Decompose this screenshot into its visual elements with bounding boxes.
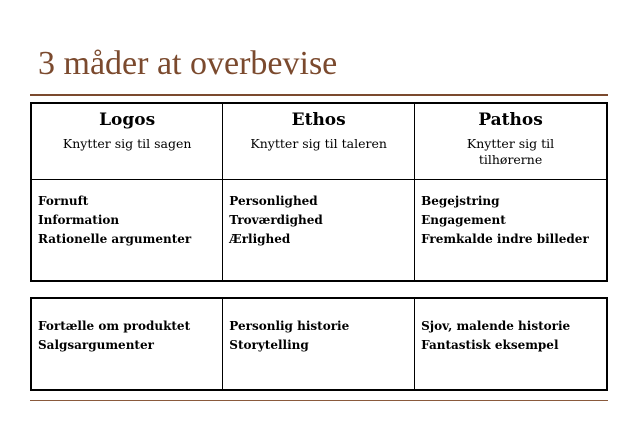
column-subtitle: Knytter sig til taleren [250, 136, 387, 151]
list-item: Engagement [421, 212, 506, 227]
examples-cell-logos [31, 298, 223, 390]
list-item: Fortælle om produktet [38, 319, 191, 333]
list-item: Sjov, malende historie [421, 319, 571, 333]
title-divider [30, 94, 608, 96]
list-item: Personlighed [229, 193, 318, 208]
list-item: Troværdighed [229, 212, 323, 227]
column-name: Logos [99, 110, 156, 130]
list-item: Begejstring [421, 193, 500, 208]
list-item: Information [38, 212, 120, 227]
examples-cell-pathos [415, 298, 607, 390]
list-item: Salgsargumenter [38, 338, 154, 352]
page-title: 3 måder at overbevise [38, 45, 338, 82]
comparison-table [30, 102, 608, 282]
footer-divider [30, 400, 608, 401]
traits-row [31, 179, 607, 281]
column-name: Ethos [291, 110, 346, 130]
list-item: Personlig historie [229, 319, 350, 333]
examples-cell-ethos [223, 298, 415, 390]
column-subtitle: Knytter sig til sagen [62, 136, 192, 151]
list-item: Fremkalde indre billeder [421, 231, 589, 246]
header-cell-pathos [415, 103, 607, 179]
examples-row [31, 298, 607, 390]
list-item: Ærlighed [229, 231, 291, 246]
header-cell-logos [31, 103, 223, 179]
column-name: Pathos [478, 110, 543, 130]
header-row [31, 103, 607, 179]
traits-cell-logos [31, 179, 223, 281]
list-item: Rationelle argumenter [38, 231, 192, 246]
list-item: Fornuft [38, 193, 89, 208]
traits-cell-ethos [223, 179, 415, 281]
list-item: Fantastisk eksempel [421, 338, 559, 352]
header-cell-ethos [223, 103, 415, 179]
traits-cell-pathos [415, 179, 607, 281]
examples-table [30, 297, 608, 391]
list-item: Storytelling [229, 338, 309, 352]
column-subtitle: Knytter sig til tilhørerne [466, 136, 555, 167]
